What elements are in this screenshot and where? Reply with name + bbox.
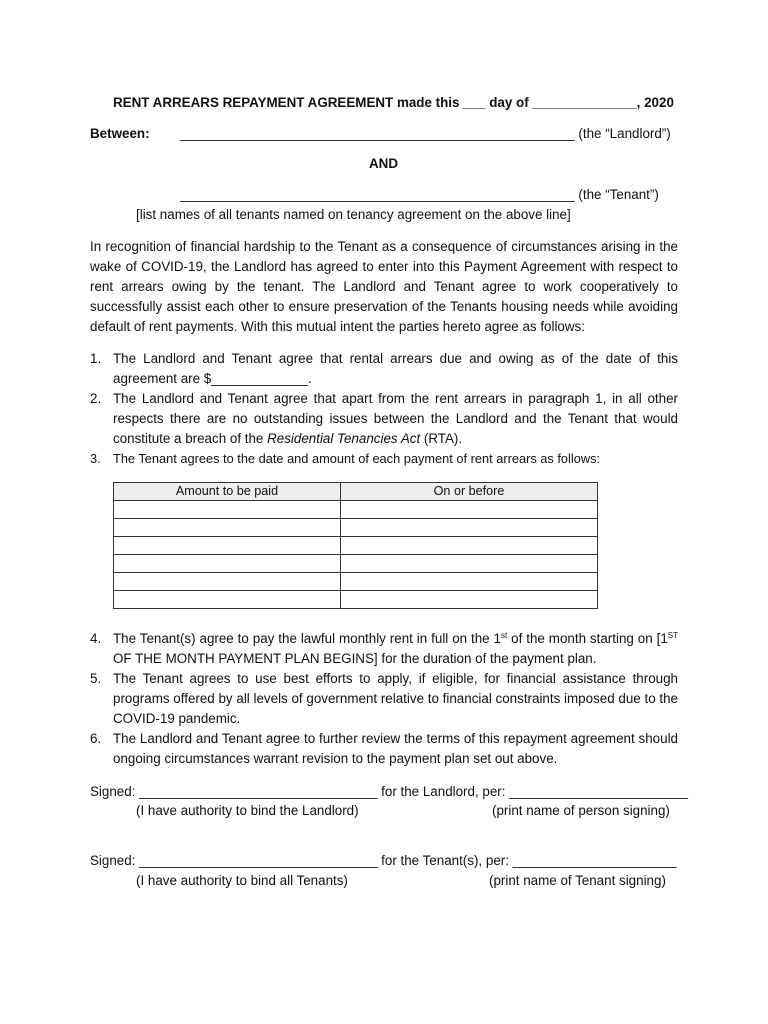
table-row — [114, 555, 598, 573]
clauses-list-1 — [90, 349, 678, 469]
clause-number: 5. — [90, 671, 102, 686]
clause-number: 4. — [90, 631, 102, 646]
clause-number: 3. — [90, 451, 101, 466]
clause-2 — [90, 389, 678, 449]
landlord-signature-line: Signed: ________________________________ for the Landlord, per: ________________________ — [90, 784, 688, 799]
clause-number: 1. — [90, 351, 102, 366]
tenant-print-name-note: (print name of Tenant signing) — [489, 873, 666, 888]
clause-number: 2. — [90, 391, 102, 406]
clause-text-mid: of the month starting on [1 — [507, 631, 668, 646]
table-row — [114, 519, 598, 537]
between-label: Between: — [90, 126, 150, 141]
date-cell — [341, 573, 598, 591]
landlord-print-name-note: (print name of person signing) — [492, 803, 670, 818]
amount-cell — [114, 537, 341, 555]
intro-paragraph: In recognition of financial hardship to the Tenant as a consequence of circumstances arising in the wake of COVID-19, the Landlord has agreed to enter into this Payment Agreement with respect to rent arrears owing by the tenant. The Landlord and Tenant agree to work cooperatively to successfully assist each other to ensure preservation of the Tenants housing needs while avoiding default of rent payments. With this mutual intent the parties hereto agree as follows: — [90, 239, 678, 334]
clause-3 — [90, 449, 678, 469]
column-header-amount: Amount to be paid — [114, 483, 341, 501]
document-title: RENT ARREARS REPAYMENT AGREEMENT made this ___ day of ______________, 2020 — [113, 95, 674, 110]
amount-cell — [114, 519, 341, 537]
table-row — [114, 501, 598, 519]
clause-text-end: (RTA). — [420, 431, 463, 446]
and-label: AND — [369, 156, 399, 171]
ordinal-suffix: st — [501, 631, 508, 640]
tenant-note: [list names of all tenants named on tenancy agreement on the above line] — [136, 207, 571, 222]
tenant-name-line: _____________________________________________________ (the “Tenant”) — [180, 187, 659, 202]
clause-1 — [90, 349, 678, 389]
clause-5 — [90, 669, 678, 729]
tenant-authority-note: (I have authority to bind all Tenants) — [136, 873, 348, 888]
date-cell — [341, 537, 598, 555]
date-cell — [341, 519, 598, 537]
clause-text: The Landlord and Tenant agree to further review the terms of this repayment agreement should ongoing circumstances warrant revision to the payment plan set out above. — [113, 731, 678, 766]
payment-schedule-table — [113, 482, 598, 609]
clause-text: The Landlord and Tenant agree that rental arrears due and owing as of the date of this agreement are $_____________. — [113, 351, 678, 386]
date-cell — [341, 501, 598, 519]
table-header-row — [114, 483, 598, 501]
date-cell — [341, 555, 598, 573]
clause-text: The Tenant agrees to the date and amount of each payment of rent arrears as follows: — [113, 451, 601, 466]
date-cell — [341, 591, 598, 609]
landlord-name-line: _____________________________________________________ (the “Landlord”) — [180, 126, 671, 141]
table-row — [114, 591, 598, 609]
clause-text: The Tenant(s) agree to pay the lawful monthly rent in full on the 1 — [113, 631, 501, 646]
ordinal-suffix: ST — [667, 631, 678, 640]
table-row — [114, 573, 598, 591]
table-row — [114, 537, 598, 555]
amount-cell — [114, 591, 341, 609]
landlord-authority-note: (I have authority to bind the Landlord) — [136, 803, 359, 818]
clause-text: The Tenant agrees to use best efforts to apply, if eligible, for financial assistance through programs offered by all levels of government relative to financial constraints imposed due to the COVID-19 pandemic. — [113, 671, 678, 726]
tenant-signature-line: Signed: ________________________________ for the Tenant(s), per: ______________________ — [90, 853, 677, 868]
clause-number: 6. — [90, 731, 102, 746]
amount-cell — [114, 573, 341, 591]
clauses-list-2 — [90, 629, 678, 769]
amount-cell — [114, 555, 341, 573]
act-name: Residential Tenancies Act — [267, 431, 421, 446]
clause-text-end: OF THE MONTH PAYMENT PLAN BEGINS] for the duration of the payment plan. — [113, 651, 597, 666]
clause-6 — [90, 729, 678, 769]
amount-cell — [114, 501, 341, 519]
clause-text: The Landlord and Tenant agree that apart from the rent arrears in paragraph 1, in all other respects there are no outstanding issues between the Landlord and the Tenant that would constitute a breach of the — [113, 391, 678, 446]
clause-4 — [90, 629, 678, 669]
column-header-date: On or before — [341, 483, 598, 501]
